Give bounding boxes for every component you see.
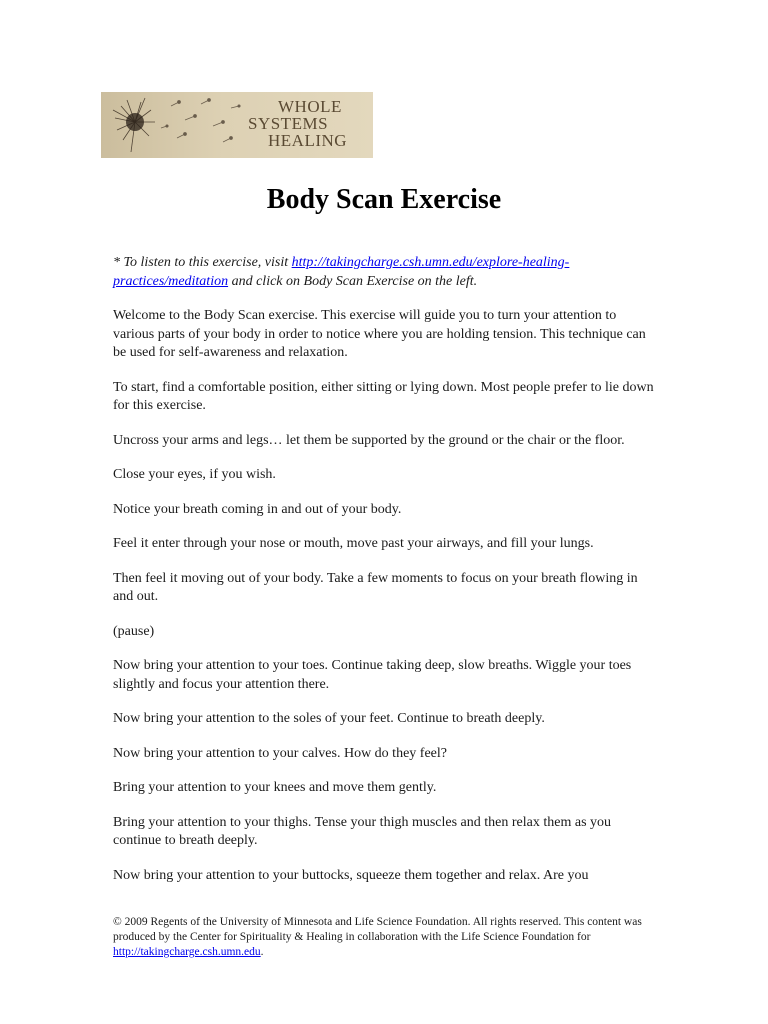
whole-systems-healing-logo: [101, 92, 373, 158]
paragraph: Welcome to the Body Scan exercise. This exercise will guide you to turn your attention to various parts of your body in order to notice where you are holding tension. This technique can be used for self-awareness and relaxation.: [113, 308, 646, 360]
listen-note-suffix: and click on Body Scan Exercise on the left.: [228, 273, 478, 289]
paragraph: To start, find a comfortable position, either sitting or lying down. Most people prefer to lie down for this exercise.: [113, 379, 654, 413]
paragraph: Bring your attention to your thighs. Tense your thigh muscles and then relax them as you continue to breath deeply.: [113, 814, 612, 848]
copyright-text: © 2009 Regents of the University of Minnesota and Life Science Foundation. All rights reserved. This content was produced by the Center for Spirituality & Healing in collaboration with the Life Science Foundation for: [113, 916, 642, 943]
dandelion-icon: [101, 92, 251, 158]
paragraph: Notice your breath coming in and out of your body.: [113, 501, 402, 517]
page-title: Body Scan Exercise: [266, 184, 502, 215]
paragraph: Now bring your attention to your buttocks, squeeze them together and relax. Are you: [113, 867, 589, 883]
logo-wordmark: [248, 98, 347, 149]
copyright-end: .: [260, 946, 264, 958]
paragraph: (pause): [113, 623, 155, 639]
paragraph: Uncross your arms and legs… let them be supported by the ground or the chair or the floor.: [113, 432, 625, 448]
meditation-link[interactable]: http://takingcharge.csh.umn.edu/explore-healing-practices/meditation: [113, 255, 570, 289]
paragraph: Bring your attention to your knees and move them gently.: [113, 780, 437, 795]
paragraph: Now bring your attention to your toes. Continue taking deep, slow breaths. Wiggle your toes slightly and focus your attention there.: [113, 658, 632, 692]
logo-line-healing: HEALING: [268, 131, 348, 150]
listen-note: [113, 254, 658, 291]
paragraph: Close your eyes, if you wish.: [113, 467, 276, 482]
listen-note-prefix: * To listen to this exercise, visit: [113, 255, 292, 270]
logo-line-whole: WHOLE: [278, 97, 342, 116]
paragraph: Feel it enter through your nose or mouth, move past your airways, and fill your lungs.: [113, 536, 594, 551]
logo-line-systems: SYSTEMS: [248, 114, 329, 133]
paragraph: Now bring your attention to the soles of your feet. Continue to breath deeply.: [113, 711, 545, 726]
copyright-footer: [113, 915, 643, 960]
paragraph: Then feel it moving out of your body. Take a few moments to focus on your breath flowing in and out.: [113, 570, 638, 604]
document-body: [113, 254, 658, 901]
paragraph: Now bring your attention to your calves. How do they feel?: [113, 745, 447, 761]
takingcharge-link[interactable]: http://takingcharge.csh.umn.edu: [113, 946, 261, 958]
